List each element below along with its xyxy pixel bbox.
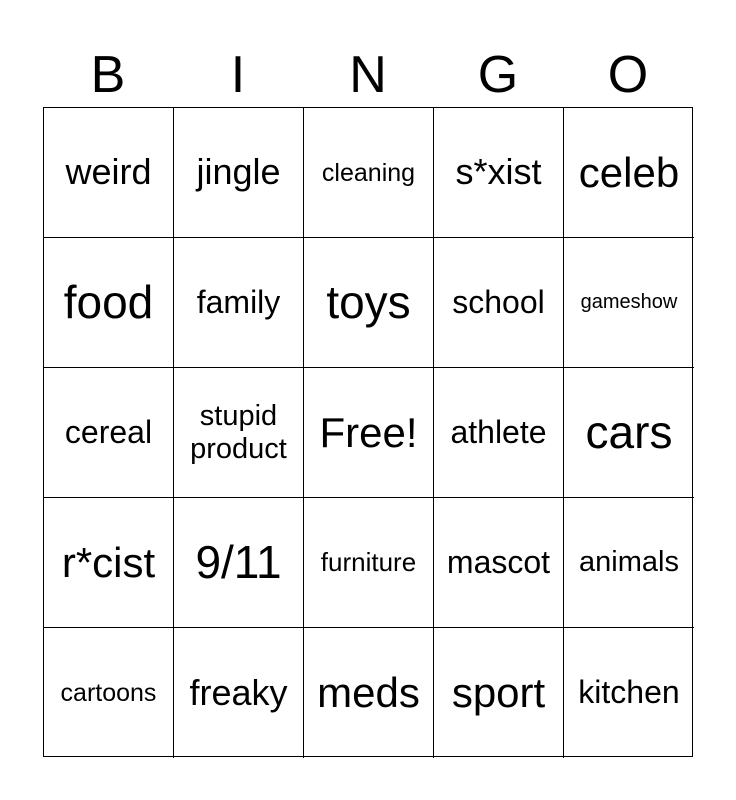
bingo-cell[interactable]: cartoons bbox=[44, 628, 174, 758]
bingo-cell[interactable]: kitchen bbox=[578, 674, 680, 711]
bingo-cell[interactable]: 9/11 bbox=[174, 498, 304, 628]
bingo-cell[interactable]: cars bbox=[564, 368, 694, 498]
bingo-cell[interactable]: sport bbox=[434, 628, 564, 758]
bingo-cell[interactable]: food bbox=[44, 238, 174, 368]
bingo-cell[interactable]: mascot bbox=[434, 498, 564, 628]
bingo-cell[interactable]: freaky bbox=[174, 628, 304, 758]
bingo-cell[interactable]: stupid product bbox=[174, 368, 304, 498]
bingo-cell[interactable]: animals bbox=[564, 498, 694, 628]
bingo-cell[interactable]: gameshow bbox=[564, 238, 694, 368]
header-letter-g: G bbox=[477, 46, 519, 104]
bingo-cell[interactable]: celeb bbox=[564, 108, 694, 238]
bingo-cell[interactable]: r*cist bbox=[44, 498, 174, 628]
bingo-cell[interactable]: weird bbox=[44, 108, 174, 238]
header-letter-o: O bbox=[607, 46, 649, 104]
bingo-cell[interactable]: jingle bbox=[174, 108, 304, 238]
free-space-cell[interactable]: Free! bbox=[304, 368, 434, 498]
header-letter-b: B bbox=[90, 46, 126, 104]
bingo-cell[interactable]: family bbox=[174, 238, 304, 368]
bingo-cell[interactable]: furniture bbox=[304, 498, 434, 628]
bingo-cell[interactable]: meds bbox=[304, 628, 434, 758]
bingo-board bbox=[43, 107, 693, 757]
bingo-cell[interactable]: s*xist bbox=[434, 108, 564, 238]
bingo-cell[interactable]: school bbox=[434, 238, 564, 368]
bingo-cell[interactable]: cereal bbox=[44, 368, 174, 498]
bingo-cell[interactable]: cleaning bbox=[304, 108, 434, 238]
header-letter-i: I bbox=[230, 46, 246, 104]
bingo-cell[interactable]: athlete bbox=[434, 368, 564, 498]
bingo-cell[interactable]: toys bbox=[304, 238, 434, 368]
header-letter-n: N bbox=[349, 46, 387, 104]
bingo-header bbox=[43, 44, 693, 106]
